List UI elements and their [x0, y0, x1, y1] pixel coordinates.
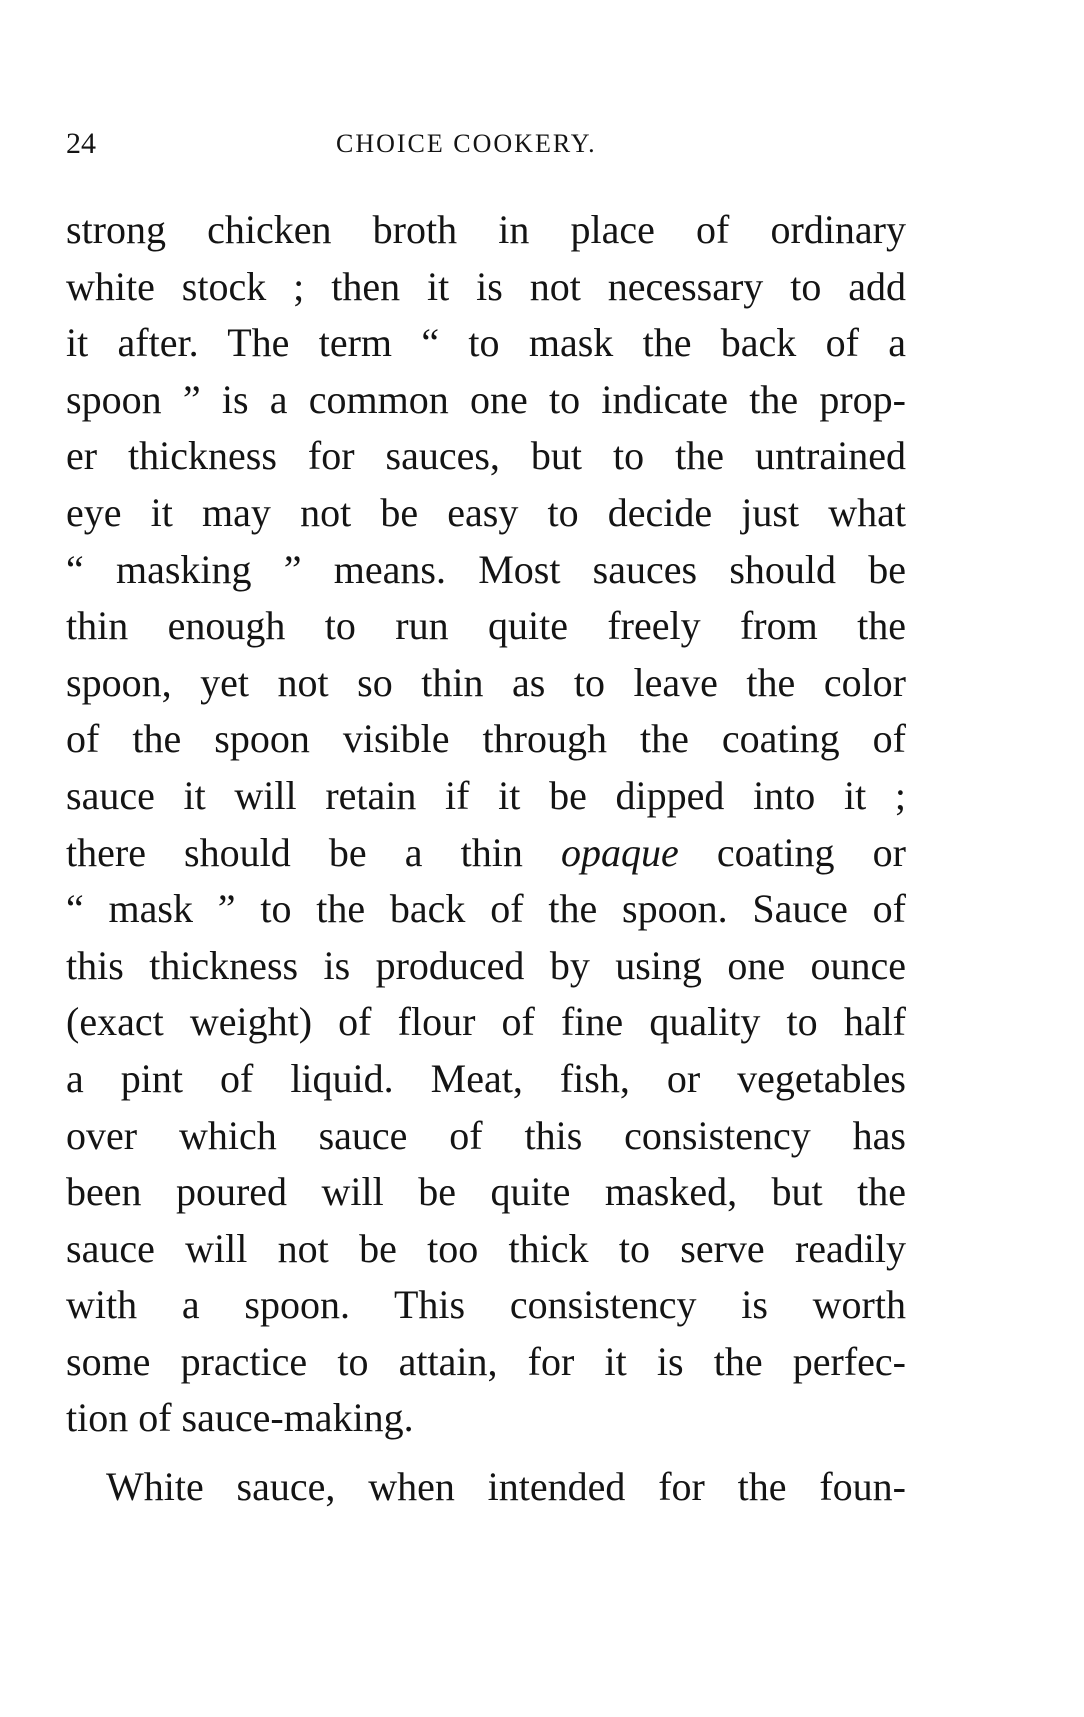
- text-line: er thickness for sauces, but to the untrained: [66, 433, 906, 479]
- text-line: “ masking ” means. Most sauces should be: [66, 546, 906, 592]
- running-head: [66, 124, 906, 164]
- page-number: 24: [66, 127, 96, 160]
- text-line: sauce it will retain if it be dipped into it ;: [66, 772, 906, 818]
- text-line: White sauce, when intended for the foun-: [106, 1464, 906, 1510]
- text-line: some practice to attain, for it is the perfec-: [66, 1338, 906, 1384]
- italic-word: opaque: [560, 829, 679, 875]
- text-run: there should be a thin: [66, 829, 561, 875]
- text-line: “ mask ” to the back of the spoon. Sauce of: [66, 886, 906, 932]
- text-line: tion of sauce-making.: [66, 1395, 414, 1441]
- text-line: it after. The term “ to mask the back of a: [66, 320, 906, 366]
- text-line: spoon, yet not so thin as to leave the color: [66, 659, 906, 705]
- text-line: eye it may not be easy to decide just what: [66, 489, 906, 535]
- paragraph: [66, 1459, 906, 1516]
- text-line: (exact weight) of flour of fine quality to half: [66, 999, 906, 1045]
- text-line: thin enough to run quite freely from the: [66, 603, 906, 649]
- text-line: this thickness is produced by using one ounce: [66, 942, 906, 988]
- text-line: a pint of liquid. Meat, fish, or vegetables: [66, 1055, 906, 1101]
- text-line: strong chicken broth in place of ordinary: [66, 207, 906, 252]
- text-line: spoon ” is a common one to indicate the prop-: [66, 376, 906, 422]
- text-line: over which sauce of this consistency has: [66, 1112, 906, 1158]
- text-line: white stock ; then it is not necessary to add: [66, 263, 906, 309]
- text-line: with a spoon. This consistency is worth: [66, 1282, 906, 1328]
- paragraph: [66, 202, 906, 1447]
- text-run: coating or: [678, 829, 906, 875]
- text-line: been poured will be quite masked, but the: [66, 1169, 906, 1215]
- running-title: CHOICE COOKERY.: [336, 129, 597, 158]
- body-text: [66, 202, 906, 1516]
- text-line: sauce will not be too thick to serve readily: [66, 1225, 906, 1271]
- text-line: of the spoon visible through the coating of: [66, 716, 906, 762]
- text-line: [66, 825, 906, 882]
